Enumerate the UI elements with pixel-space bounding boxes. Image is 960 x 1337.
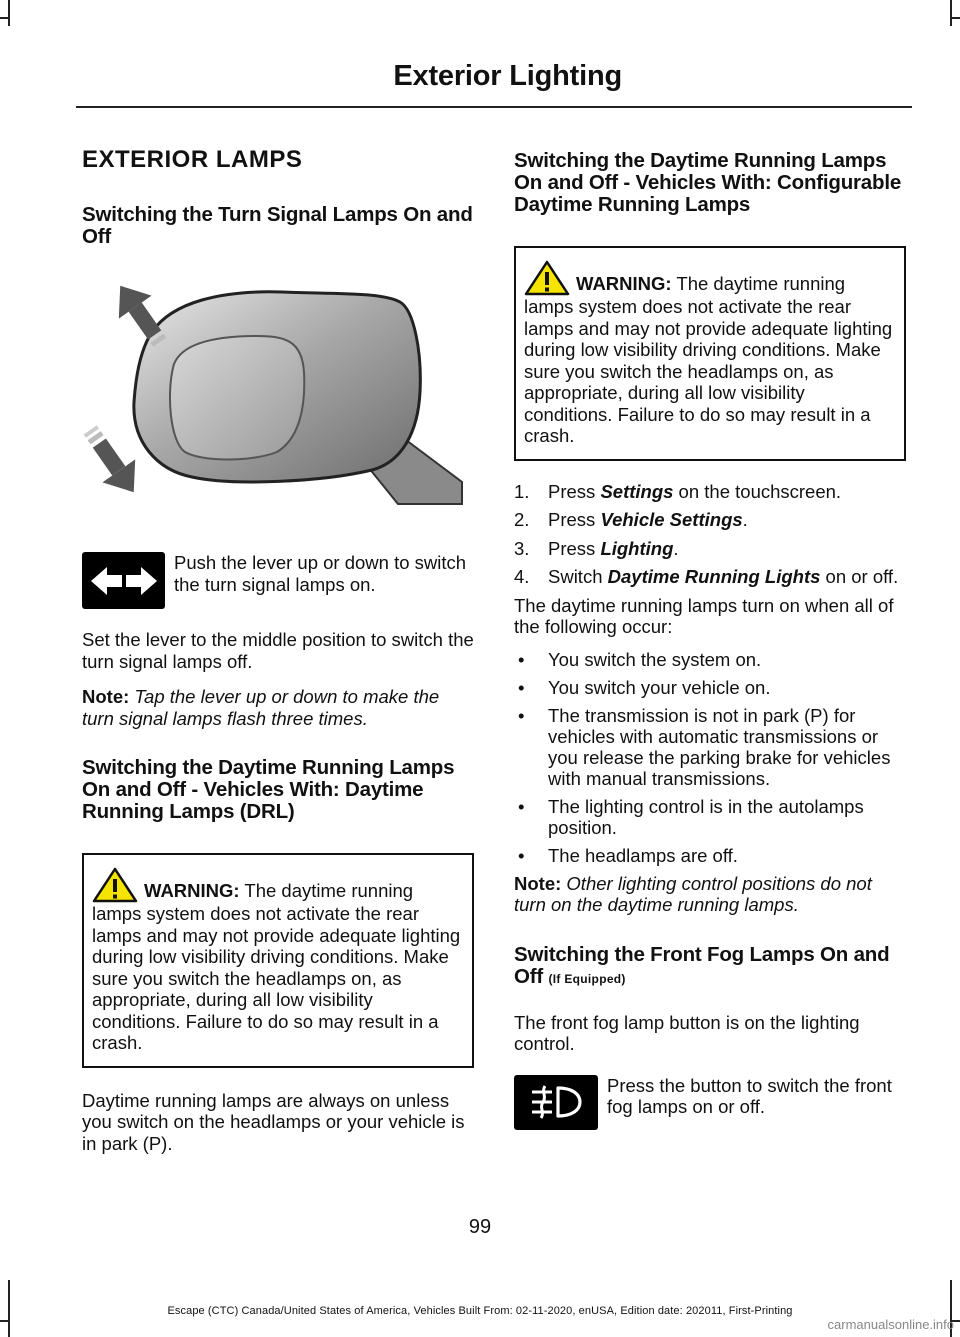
step-number: 4. xyxy=(514,566,530,587)
mirror-drawing xyxy=(82,272,474,512)
step-number: 2. xyxy=(514,509,530,530)
step-pre: Press xyxy=(548,480,601,502)
warning-box xyxy=(514,246,906,461)
crop-mark xyxy=(952,17,960,19)
step-bold: Daytime Running Lights xyxy=(607,566,821,587)
bullet: • xyxy=(518,648,525,670)
page-number: 99 xyxy=(468,1216,492,1238)
mirror-illustration xyxy=(82,272,474,512)
header-rule xyxy=(76,106,912,108)
step-text xyxy=(548,481,841,503)
left-column xyxy=(82,140,474,1154)
watermark: carmanualsonline.info xyxy=(827,1317,954,1332)
list-item xyxy=(514,845,906,866)
turn-signal-icon-row xyxy=(82,552,474,609)
warning-label: WARNING: xyxy=(144,880,240,901)
turn-signal-icon xyxy=(82,552,165,609)
condition-text: You switch the system on. xyxy=(548,648,762,670)
fog-lamps-heading xyxy=(514,944,906,990)
step-number: 1. xyxy=(514,480,530,502)
drl-paragraph: Daytime running lamps are always on unless you switch on the headlamps or your vehicle is in park (P). xyxy=(82,1089,465,1154)
condition-text: The transmission is not in park (P) for vehicles with automatic transmissions or you release the parking brake for vehicles with manual transmissions. xyxy=(548,704,891,789)
step-pre: Switch xyxy=(548,566,608,587)
bullet: • xyxy=(518,704,525,726)
step-text xyxy=(548,509,748,531)
note-label: Note: xyxy=(514,872,562,894)
step-post: on the touchscreen. xyxy=(673,480,842,502)
condition-text: The headlamps are off. xyxy=(548,844,738,866)
warning-text: The daytime running lamps system does not activate the rear lamps and may not provide adequate lighting during low visibility driving conditions. Make sure you switch the headlamps on, as appropriate, during all low visibility conditions. Failure to do so may result in a crash. xyxy=(524,273,893,446)
fog-paragraph: The front fog lamp button is on the lighting control. xyxy=(514,1011,860,1054)
page-header-title: Exterior Lighting xyxy=(393,60,622,92)
condition-text: You switch your vehicle on. xyxy=(548,676,771,698)
fog-icon-text: Press the button to switch the front fog lamps on or off. xyxy=(607,1074,892,1117)
note-text: Other lighting control positions do not turn on the daytime running lamps. xyxy=(514,872,872,915)
list-item xyxy=(514,538,906,560)
condition-text: The lighting control is in the autolamps position. xyxy=(548,795,864,838)
step-number: 3. xyxy=(514,537,530,559)
crop-mark xyxy=(950,0,952,26)
fog-lamp-icon xyxy=(514,1075,598,1130)
crop-mark xyxy=(8,0,10,26)
step-bold: Lighting xyxy=(600,537,674,559)
conditions-intro: The daytime running lamps turn on when all of the following occur: xyxy=(514,594,894,637)
note-label: Note: xyxy=(82,686,130,707)
list-item xyxy=(514,796,906,838)
section-title: EXTERIOR LAMPS xyxy=(82,146,303,173)
turn-signal-paragraph: Set the lever to the middle position to switch the turn signal lamps off. xyxy=(82,629,474,672)
warning-icon xyxy=(92,867,138,903)
list-item xyxy=(514,705,906,789)
warning-text: The daytime running lamps system does not activate the rear lamps and may not provide adequate lighting during low visibility driving conditions. Make sure you switch the headlamps on, as appropriate, during all low visibility conditions. Failure to do so may result in a crash. xyxy=(92,880,461,1053)
crop-mark xyxy=(0,17,8,19)
list-item xyxy=(514,677,906,698)
warning-box xyxy=(82,853,474,1068)
step-pre: Press xyxy=(548,509,601,530)
bullet: • xyxy=(518,844,525,866)
step-pre: Press xyxy=(548,537,601,559)
warning-label: WARNING: xyxy=(576,273,672,294)
list-item xyxy=(514,566,906,588)
list-item xyxy=(514,649,906,670)
conditions-note xyxy=(514,873,906,916)
step-post: on or off. xyxy=(820,566,899,587)
note-text: Tap the lever up or down to make the turn signal lamps flash three times. xyxy=(82,686,440,729)
if-equipped-tag: (If Equipped) xyxy=(548,971,626,986)
step-bold: Vehicle Settings xyxy=(600,509,743,530)
drl-heading: Switching the Daytime Running Lamps On and Off - Vehicles With: Daytime Running Lamps (DRL) xyxy=(82,756,455,823)
page-footer: Escape (CTC) Canada/United States of America, Vehicles Built From: 02-11-2020, enUSA, Edition date: 202011, First-Printing xyxy=(167,1305,793,1317)
list-item xyxy=(514,509,906,531)
turn-signal-note xyxy=(82,686,474,729)
warning-icon xyxy=(524,260,570,296)
bullet: • xyxy=(518,676,525,698)
turn-signal-icon-text: Push the lever up or down to switch the turn signal lamps on. xyxy=(174,552,467,595)
step-post: . xyxy=(742,509,748,530)
configurable-drl-heading: Switching the Daytime Running Lamps On and Off - Vehicles With: Configurable Daytime Running Lamps xyxy=(514,149,902,216)
step-bold: Settings xyxy=(600,480,674,502)
list-item xyxy=(514,481,906,503)
fog-heading-text: Switching the Front Fog Lamps On and Off xyxy=(514,942,890,988)
right-column xyxy=(514,150,906,1130)
fog-icon-row xyxy=(514,1075,906,1130)
turn-signal-heading: Switching the Turn Signal Lamps On and Off xyxy=(82,203,473,248)
crop-mark xyxy=(0,1320,8,1322)
bullet: • xyxy=(518,795,525,817)
step-text xyxy=(548,566,898,588)
conditions-list xyxy=(514,649,906,866)
step-post: . xyxy=(673,537,679,559)
steps-list xyxy=(514,481,906,588)
step-text xyxy=(548,538,679,560)
